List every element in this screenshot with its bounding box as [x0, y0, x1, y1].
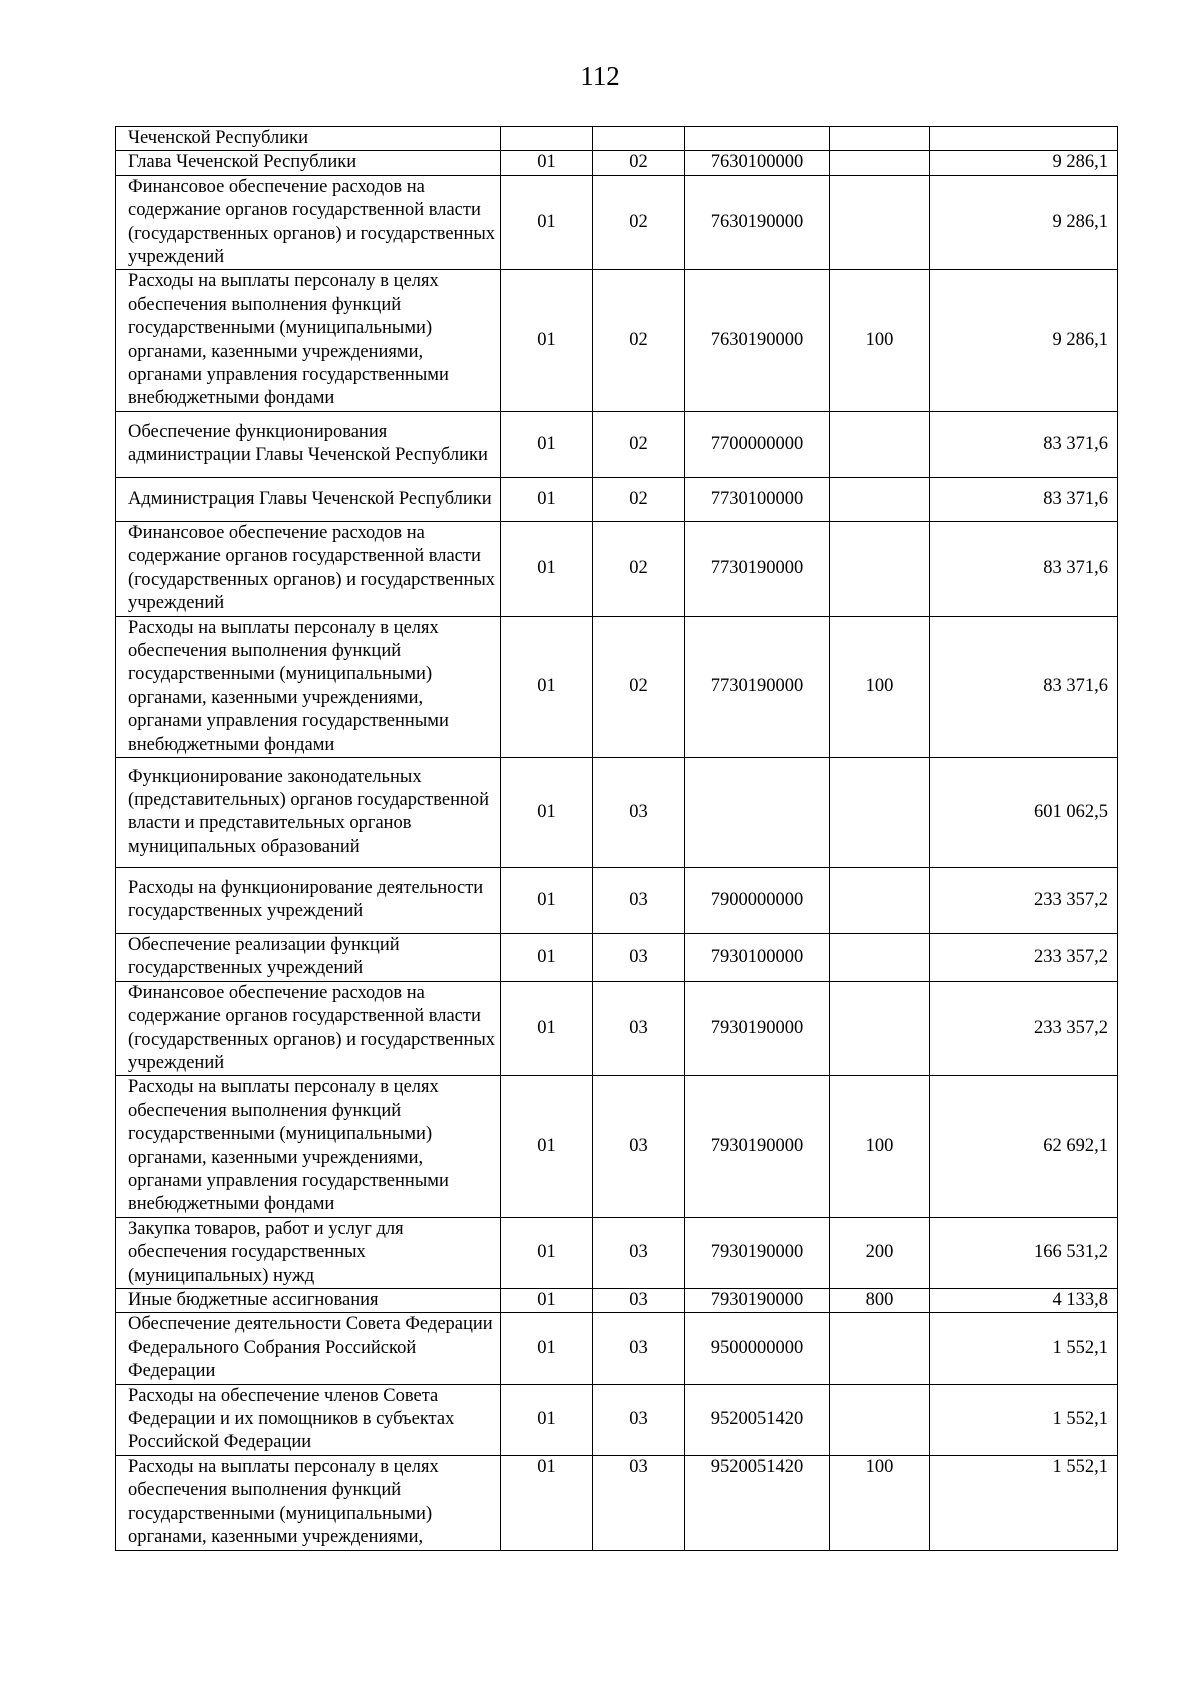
row-expense-type-cell [830, 127, 930, 151]
row-expense-type-cell [830, 933, 930, 981]
row-expense-type-cell: 100 [830, 270, 930, 411]
row-name-cell: Иные бюджетные ассигнования [116, 1289, 501, 1313]
row-expense-type-cell: 200 [830, 1217, 930, 1288]
row-target-article-cell: 9500000000 [685, 1313, 830, 1384]
row-amount-cell: 233 357,2 [930, 981, 1118, 1076]
row-amount-cell: 4 133,8 [930, 1289, 1118, 1313]
row-subsection-cell: 03 [593, 1455, 685, 1550]
row-section-cell: 01 [501, 981, 593, 1076]
row-name-cell: Администрация Главы Чеченской Республики [116, 477, 501, 521]
row-expense-type-cell [830, 521, 930, 616]
row-amount-cell: 9 286,1 [930, 151, 1118, 175]
row-amount-cell: 233 357,2 [930, 933, 1118, 981]
table-row [116, 270, 1118, 411]
table-row [116, 757, 1118, 867]
row-expense-type-cell [830, 1313, 930, 1384]
row-subsection-cell: 03 [593, 933, 685, 981]
row-section-cell: 01 [501, 411, 593, 477]
row-name-cell: Расходы на функционирование деятельности государственных учреждений [116, 867, 501, 933]
row-section-cell: 01 [501, 270, 593, 411]
row-name-cell: Расходы на обеспечение членов Совета Федерации и их помощников в субъектах Российской Федерации [116, 1384, 501, 1455]
row-amount-cell: 1 552,1 [930, 1313, 1118, 1384]
row-target-article-cell: 7730100000 [685, 477, 830, 521]
row-amount-cell: 601 062,5 [930, 757, 1118, 867]
row-name-cell: Обеспечение функционирования администрации Главы Чеченской Республики [116, 411, 501, 477]
row-target-article-cell: 7630190000 [685, 270, 830, 411]
row-section-cell: 01 [501, 477, 593, 521]
row-amount-cell: 83 371,6 [930, 616, 1118, 757]
table-row [116, 477, 1118, 521]
row-name-cell: Функционирование законодательных (представительных) органов государственной власти и представительных органов муниципальных образований [116, 757, 501, 867]
table-row [116, 411, 1118, 477]
table-row [116, 981, 1118, 1076]
row-subsection-cell: 03 [593, 867, 685, 933]
row-target-article-cell: 9520051420 [685, 1384, 830, 1455]
table-row [116, 151, 1118, 175]
row-target-article-cell: 7630100000 [685, 151, 830, 175]
table-row [116, 1076, 1118, 1217]
row-subsection-cell: 03 [593, 1313, 685, 1384]
row-subsection-cell: 02 [593, 477, 685, 521]
row-expense-type-cell [830, 981, 930, 1076]
row-expense-type-cell [830, 1384, 930, 1455]
row-target-article-cell: 7730190000 [685, 616, 830, 757]
row-section-cell: 01 [501, 1289, 593, 1313]
row-name-cell: Обеспечение деятельности Совета Федерации Федерального Собрания Российской Федерации [116, 1313, 501, 1384]
row-expense-type-cell [830, 477, 930, 521]
row-expense-type-cell: 100 [830, 1076, 930, 1217]
table-row [116, 1289, 1118, 1313]
row-target-article-cell: 7630190000 [685, 175, 830, 270]
row-amount-cell: 233 357,2 [930, 867, 1118, 933]
row-section-cell: 01 [501, 757, 593, 867]
row-section-cell [501, 127, 593, 151]
row-subsection-cell: 03 [593, 981, 685, 1076]
row-name-cell: Расходы на выплаты персоналу в целях обеспечения выполнения функций государственными (муниципальными) органами, казенными учреждениями, органами управления государственными внебюджетными фондами [116, 1076, 501, 1217]
row-name-cell: Расходы на выплаты персоналу в целях обеспечения выполнения функций государственными (муниципальными) органами, казенными учреждениями, органами управления государственными внебюджетными фондами [116, 270, 501, 411]
row-expense-type-cell: 100 [830, 616, 930, 757]
row-section-cell: 01 [501, 1384, 593, 1455]
row-amount-cell: 83 371,6 [930, 477, 1118, 521]
row-amount-cell: 9 286,1 [930, 270, 1118, 411]
row-expense-type-cell [830, 867, 930, 933]
row-subsection-cell: 02 [593, 616, 685, 757]
row-section-cell: 01 [501, 867, 593, 933]
page-number: 112 [580, 61, 620, 91]
row-subsection-cell: 02 [593, 270, 685, 411]
row-expense-type-cell [830, 411, 930, 477]
table-row [116, 175, 1118, 270]
row-amount-cell: 166 531,2 [930, 1217, 1118, 1288]
row-subsection-cell [593, 127, 685, 151]
row-section-cell: 01 [501, 1076, 593, 1217]
table-row [116, 1217, 1118, 1288]
row-name-cell: Финансовое обеспечение расходов на содержание органов государственной власти (государственных органов) и государственных учреждений [116, 521, 501, 616]
row-target-article-cell: 9520051420 [685, 1455, 830, 1550]
row-subsection-cell: 03 [593, 1384, 685, 1455]
row-subsection-cell: 03 [593, 1076, 685, 1217]
row-name-cell: Расходы на выплаты персоналу в целях обеспечения выполнения функций государственными (муниципальными) органами, казенными учреждениями, органами управления государственными внебюджетными фондами [116, 616, 501, 757]
row-target-article-cell: 7930190000 [685, 1217, 830, 1288]
row-amount-cell: 1 552,1 [930, 1384, 1118, 1455]
row-subsection-cell: 03 [593, 757, 685, 867]
table-row [116, 933, 1118, 981]
table-row [116, 521, 1118, 616]
row-expense-type-cell [830, 151, 930, 175]
row-name-cell: Чеченской Республики [116, 127, 501, 151]
row-section-cell: 01 [501, 1455, 593, 1550]
row-subsection-cell: 02 [593, 521, 685, 616]
row-subsection-cell: 03 [593, 1217, 685, 1288]
row-name-cell: Финансовое обеспечение расходов на содержание органов государственной власти (государственных органов) и государственных учреждений [116, 981, 501, 1076]
table-row [116, 867, 1118, 933]
table-row [116, 1384, 1118, 1455]
row-section-cell: 01 [501, 616, 593, 757]
row-target-article-cell [685, 757, 830, 867]
row-subsection-cell: 03 [593, 1289, 685, 1313]
row-target-article-cell: 7930190000 [685, 981, 830, 1076]
row-target-article-cell: 7730190000 [685, 521, 830, 616]
row-section-cell: 01 [501, 175, 593, 270]
row-target-article-cell: 7700000000 [685, 411, 830, 477]
table-row [116, 616, 1118, 757]
row-target-article-cell [685, 127, 830, 151]
row-subsection-cell: 02 [593, 411, 685, 477]
row-name-cell: Финансовое обеспечение расходов на содержание органов государственной власти (государственных органов) и государственных учреждений [116, 175, 501, 270]
row-expense-type-cell [830, 757, 930, 867]
budget-table [115, 126, 1118, 1551]
row-section-cell: 01 [501, 1313, 593, 1384]
row-section-cell: 01 [501, 933, 593, 981]
row-section-cell: 01 [501, 521, 593, 616]
row-name-cell: Расходы на выплаты персоналу в целях обеспечения выполнения функций государственными (муниципальными) органами, казенными учреждениями, [116, 1455, 501, 1550]
row-amount-cell: 9 286,1 [930, 175, 1118, 270]
table-row [116, 1313, 1118, 1384]
row-subsection-cell: 02 [593, 151, 685, 175]
row-target-article-cell: 7930190000 [685, 1076, 830, 1217]
row-section-cell: 01 [501, 1217, 593, 1288]
row-target-article-cell: 7930100000 [685, 933, 830, 981]
row-name-cell: Обеспечение реализации функций государственных учреждений [116, 933, 501, 981]
row-expense-type-cell: 800 [830, 1289, 930, 1313]
row-target-article-cell: 7900000000 [685, 867, 830, 933]
row-target-article-cell: 7930190000 [685, 1289, 830, 1313]
row-expense-type-cell: 100 [830, 1455, 930, 1550]
row-amount-cell: 83 371,6 [930, 411, 1118, 477]
row-amount-cell: 62 692,1 [930, 1076, 1118, 1217]
row-name-cell: Закупка товаров, работ и услуг для обеспечения государственных (муниципальных) нужд [116, 1217, 501, 1288]
budget-table-body [116, 127, 1118, 1551]
row-amount-cell [930, 127, 1118, 151]
row-amount-cell: 1 552,1 [930, 1455, 1118, 1550]
row-amount-cell: 83 371,6 [930, 521, 1118, 616]
table-row [116, 1455, 1118, 1550]
row-section-cell: 01 [501, 151, 593, 175]
row-name-cell: Глава Чеченской Республики [116, 151, 501, 175]
table-row [116, 127, 1118, 151]
row-expense-type-cell [830, 175, 930, 270]
row-subsection-cell: 02 [593, 175, 685, 270]
